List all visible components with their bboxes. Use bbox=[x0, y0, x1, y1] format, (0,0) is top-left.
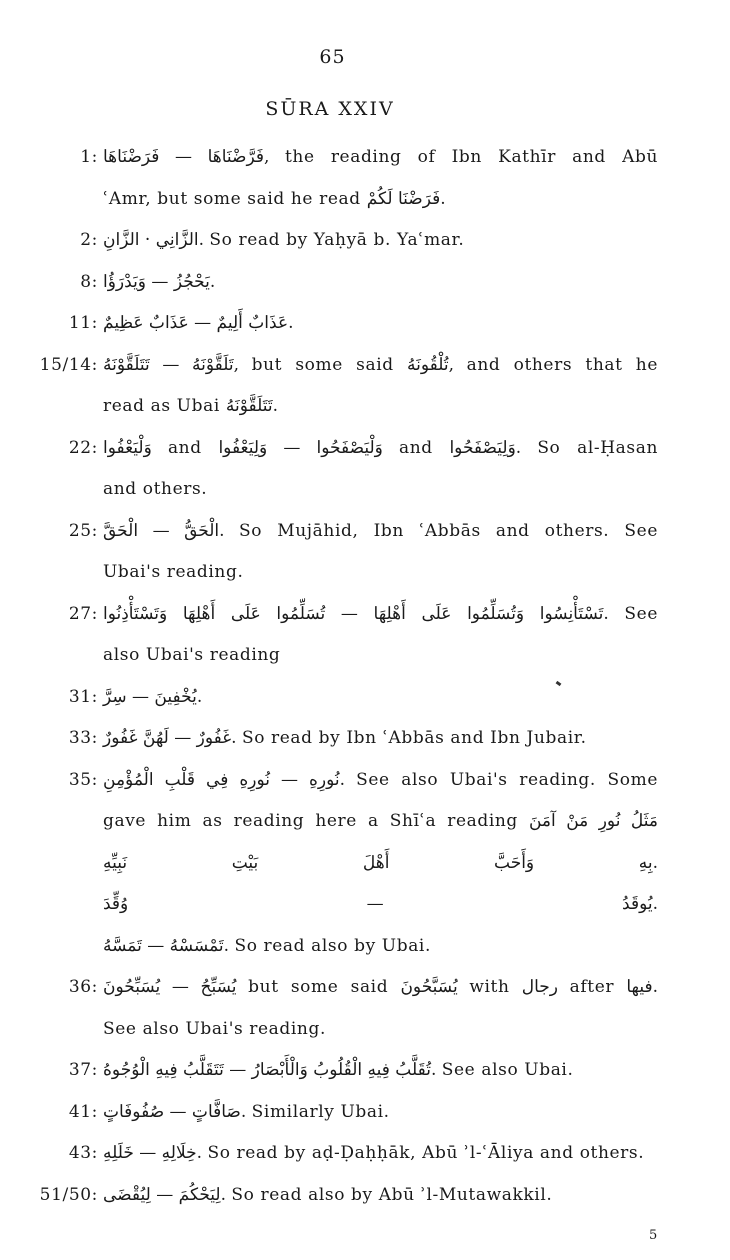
variant-readings-list bbox=[0, 138, 730, 1217]
verse-entry bbox=[0, 263, 730, 305]
entry-line bbox=[0, 885, 730, 927]
reading-text: تَلَقَّوْنَهُ — تَتَلَقَّوْنَهُ, but some said تُلْقُونَهُ, and others that he bbox=[103, 354, 658, 375]
verse-entry bbox=[0, 346, 730, 429]
reading-text: يُسَبِّحُ — يُسَبِّحُونَ but some said يُسَبَّحُونَ with رجال after فيها. bbox=[103, 977, 658, 997]
verse-entry bbox=[0, 1134, 730, 1176]
verse-number: 25: bbox=[68, 520, 98, 541]
verse-entry bbox=[0, 719, 730, 761]
entry-line bbox=[0, 512, 730, 554]
entry-line bbox=[0, 346, 730, 388]
verse-number: 41: bbox=[68, 1101, 98, 1122]
entry-line bbox=[0, 1051, 730, 1093]
entry-line bbox=[0, 802, 730, 844]
entry-line bbox=[0, 1134, 730, 1176]
reading-text: تُقَلَّبُ فِيهِ الْقُلُوبُ وَالْأَبْصَارُ — تَتَقَلَّبُ فِيهِ الْوُجُوهُ. See also Ubai. bbox=[103, 1060, 574, 1080]
verse-number: 15/14: bbox=[39, 354, 98, 375]
reading-text: صَافَّاتٍ — صُفُوفَاتٍ. Similarly Ubai. bbox=[103, 1101, 390, 1122]
verse-entry bbox=[0, 595, 730, 678]
verse-number: 2: bbox=[80, 230, 98, 250]
reading-text: الزَّانِي · الزَّانِ. So read by Yaḥyā b. Yaʿmar. bbox=[103, 230, 465, 250]
sura-heading: SŪRA XXIV bbox=[265, 98, 395, 120]
entry-line bbox=[0, 595, 730, 637]
verse-entry bbox=[0, 1176, 730, 1218]
page-number: 65 bbox=[319, 46, 346, 68]
verse-number: 8: bbox=[80, 271, 98, 292]
entry-line bbox=[0, 429, 730, 471]
reading-text: فَرَّضْنَاهَا — فَرَضْنَاهَا, the reading of Ibn Kathīr and Abū bbox=[103, 147, 658, 167]
reading-text: يَحْجُزُ — وَيَدْرَؤُا. bbox=[103, 271, 216, 292]
verse-number: 51/50: bbox=[39, 1184, 98, 1205]
reading-text: نُورِهِ — نُورِهِ فِي قَلْبِ الْمُؤْمِنِ. See also Ubai's reading. Some bbox=[103, 769, 658, 790]
reading-text: لِيَحْكُمَ — لِيُقْضَى. So read also by Abū ʾl-Mutawakkil. bbox=[103, 1184, 553, 1205]
entry-line bbox=[0, 1093, 730, 1135]
verse-number: 35: bbox=[68, 769, 98, 790]
reading-text: الْحَقُّ — الْحَقَّ. So Mujāhid, Ibn ʿAbbās and others. See bbox=[103, 520, 658, 541]
verse-entry bbox=[0, 429, 730, 512]
verse-entry bbox=[0, 968, 730, 1051]
reading-text: also Ubai's reading bbox=[103, 645, 281, 665]
reading-text: تَسْتَأْنِسُوا وَتُسَلِّمُوا عَلَى أَهْلِهَا — تُسَلِّمُوا عَلَى أَهْلِهَا وَتَسْتَأْذِنُوا. See bbox=[103, 603, 658, 624]
entry-line bbox=[0, 470, 730, 512]
verse-entry bbox=[0, 678, 730, 720]
reading-text: read as Ubai تَتَلَقَّوْنَهُ. bbox=[103, 396, 278, 416]
reading-text: وَلْيَعْفُوا and وَلْيَصْفَحُوا — وَلِيَعْفُوا and وَلِيَصْفَحُوا. So al-Ḥasan bbox=[103, 437, 658, 458]
entry-line bbox=[0, 844, 730, 886]
verse-entry bbox=[0, 221, 730, 263]
verse-entry bbox=[0, 138, 730, 221]
reading-text: تَمْسَسْهُ — تَمَسَّهُ. So read also by Ubai. bbox=[103, 935, 431, 956]
reading-text: عَذَابٌ أَلِيمٌ — عَذَابٌ عَظِيمٌ. bbox=[103, 313, 294, 333]
verse-number: 33: bbox=[68, 728, 98, 748]
verse-entry bbox=[0, 304, 730, 346]
reading-text: غَفُورٌ — لَهُنَّ غَفُورٌ. So read by Ibn ʿAbbās and Ibn Jubair. bbox=[103, 728, 587, 748]
reading-text: خِلَالِهِ — خَلَلِهِ. So read by aḍ-Ḍaḥḥāk, Abū ʾl-ʿĀliya and others. bbox=[103, 1143, 645, 1163]
entry-line bbox=[0, 968, 730, 1010]
reading-text: and others. bbox=[103, 479, 208, 499]
verse-number: 43: bbox=[68, 1143, 98, 1163]
verse-number: 36: bbox=[68, 977, 98, 997]
entry-line bbox=[0, 678, 730, 720]
entry-line bbox=[0, 1176, 730, 1218]
entry-line bbox=[0, 927, 730, 969]
verse-number: 22: bbox=[68, 437, 98, 458]
verse-number: 37: bbox=[68, 1060, 98, 1080]
verse-entry bbox=[0, 1093, 730, 1135]
reading-text: See also Ubai's reading. bbox=[103, 1018, 326, 1039]
verse-number: 1: bbox=[80, 147, 98, 167]
verse-number: 27: bbox=[68, 603, 98, 624]
verse-number: 11: bbox=[68, 313, 98, 333]
entry-line bbox=[0, 1010, 730, 1052]
entry-line bbox=[0, 304, 730, 346]
entry-line bbox=[0, 138, 730, 180]
verse-entry bbox=[0, 1051, 730, 1093]
entry-line bbox=[0, 636, 730, 678]
verse-entry bbox=[0, 512, 730, 595]
reading-text: gave him as reading here a Shīʿa reading مَثَلُ نُورِ مَنْ آمَنَ bbox=[103, 811, 658, 831]
entry-line bbox=[0, 387, 730, 429]
reading-text: يُخْفِينَ — سِرَّ. bbox=[103, 686, 203, 707]
entry-line bbox=[0, 221, 730, 263]
reading-text: ʿAmr, but some said he read فَرَضْنَا لَكُمْ. bbox=[103, 188, 446, 209]
reading-text: يُوقَدُ — وُقِّدَ. bbox=[103, 894, 658, 914]
reading-text: بِهِ وَأَحَبَّ أَهْلَ بَيْتِ نَبِيِّهِ. bbox=[103, 852, 658, 873]
entry-line bbox=[0, 263, 730, 305]
verse-number: 31: bbox=[68, 686, 98, 707]
entry-line bbox=[0, 180, 730, 222]
reading-text: Ubai's reading. bbox=[103, 562, 244, 582]
signature-mark: 5 bbox=[649, 1228, 658, 1243]
entry-line bbox=[0, 719, 730, 761]
verse-entry bbox=[0, 761, 730, 969]
entry-line bbox=[0, 553, 730, 595]
entry-line bbox=[0, 761, 730, 803]
